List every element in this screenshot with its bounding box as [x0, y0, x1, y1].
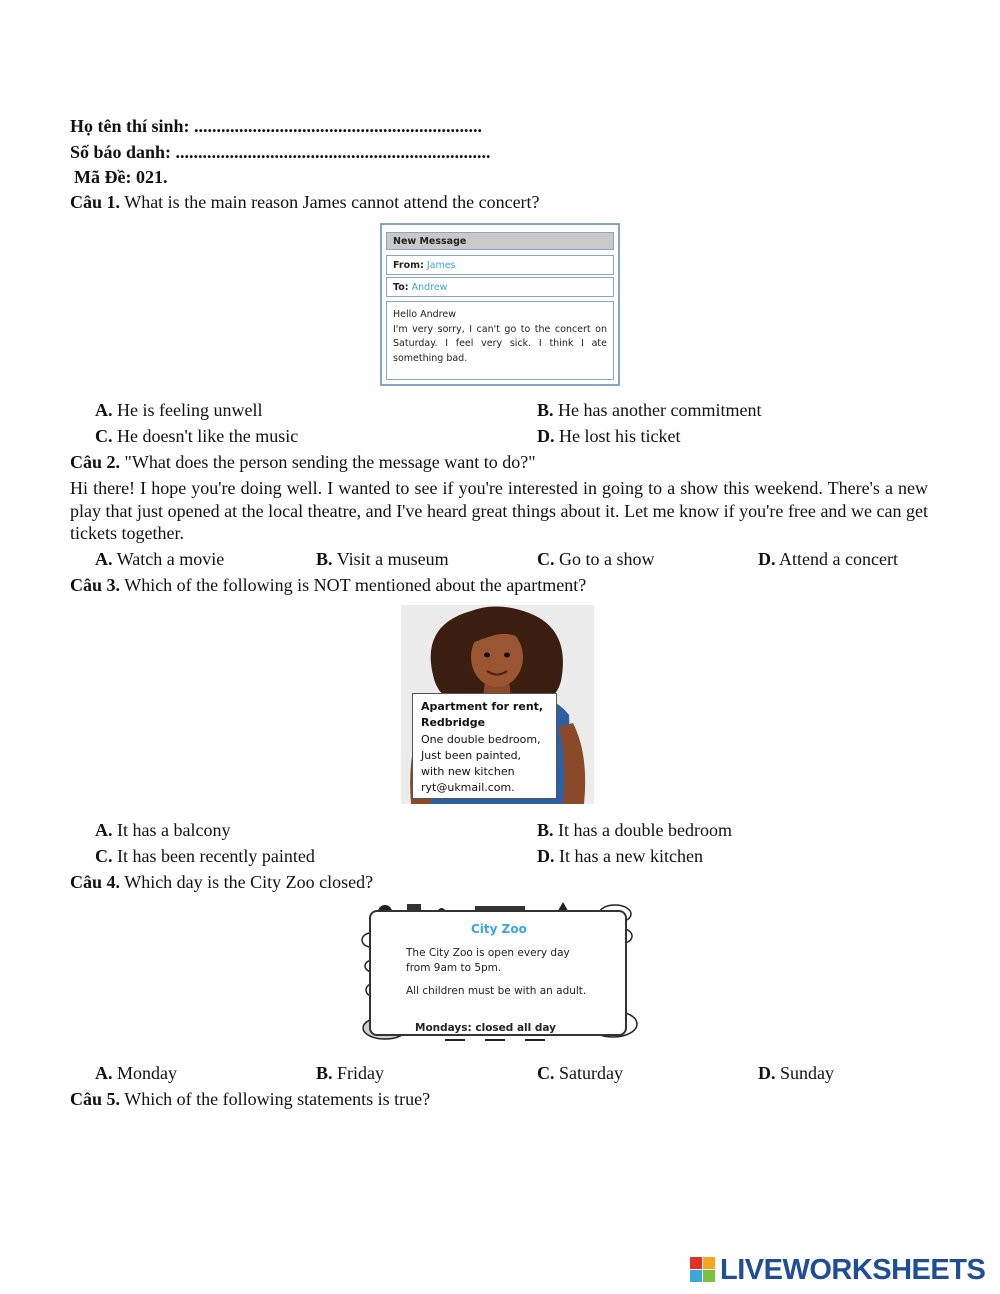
zoo-line1: The City Zoo is open every day: [406, 947, 570, 959]
zoo-title: City Zoo: [471, 922, 527, 936]
q2-option-a[interactable]: [95, 548, 224, 570]
option-letter: D.: [758, 1063, 776, 1083]
q3-option-d[interactable]: [537, 845, 703, 867]
message-figure: [380, 223, 620, 386]
apt-line3: with new kitchen: [421, 765, 515, 779]
message-header: New Message: [386, 232, 614, 250]
option-letter: B.: [316, 549, 333, 569]
option-text: Saturday: [559, 1063, 623, 1083]
q1-option-c[interactable]: [95, 425, 298, 447]
option-letter: C.: [537, 549, 555, 569]
option-text: It has a new kitchen: [559, 846, 703, 866]
question-text: Which day is the City Zoo closed?: [124, 872, 374, 892]
q1-option-b[interactable]: [537, 399, 761, 421]
logo-text: LIVEWORKSHEETS: [720, 1254, 986, 1286]
apt-title-line1: Apartment for rent,: [421, 700, 544, 713]
option-letter: A.: [95, 1063, 113, 1083]
to-value: Andrew: [411, 282, 448, 293]
q3-option-c[interactable]: [95, 845, 315, 867]
q2-passage: Hi there! I hope you're doing well. I wanted to see if you're interested in going to a show this weekend. There's a new play that just opened at the local theatre, and I've heard great things about it. Let me know if you're free and we can get tickets together.: [70, 478, 928, 543]
q1-option-d[interactable]: [537, 425, 680, 447]
zoo-figure: [355, 900, 640, 1045]
liveworksheets-logo: [690, 1255, 985, 1285]
message-body-box: [386, 301, 614, 380]
question-label: Câu 2.: [70, 452, 121, 472]
option-text: Visit a museum: [336, 549, 449, 569]
q4-option-c[interactable]: [537, 1062, 623, 1084]
option-text: Watch a movie: [116, 549, 225, 569]
option-letter: C.: [537, 1063, 555, 1083]
apt-title-line2: Redbridge: [421, 716, 486, 730]
q2-option-b[interactable]: [316, 548, 449, 570]
question-text: "What does the person sending the message want to do?": [124, 452, 536, 472]
q1-option-a[interactable]: [95, 399, 262, 421]
logo-mark-icon: [690, 1257, 716, 1283]
option-text: It has been recently painted: [117, 846, 315, 866]
option-text: He has another commitment: [558, 400, 762, 420]
question-2: [70, 451, 536, 473]
option-letter: C.: [95, 846, 113, 866]
from-label: From:: [393, 260, 424, 271]
question-label: Câu 5.: [70, 1089, 121, 1109]
option-text: It has a balcony: [117, 820, 231, 840]
apartment-figure: [401, 605, 594, 804]
option-letter: B.: [537, 400, 554, 420]
option-letter: B.: [316, 1063, 333, 1083]
q4-option-b[interactable]: [316, 1062, 384, 1084]
question-label: Câu 3.: [70, 575, 121, 595]
question-label: Câu 4.: [70, 872, 121, 892]
logo-square: [703, 1270, 715, 1282]
option-text: Sunday: [780, 1063, 834, 1083]
question-1: [70, 191, 540, 213]
option-letter: C.: [95, 426, 113, 446]
option-text: It has a double bedroom: [558, 820, 732, 840]
q2-option-d[interactable]: [758, 548, 898, 570]
q2-option-c[interactable]: [537, 548, 655, 570]
q3-option-a[interactable]: [95, 819, 230, 841]
message-greeting: Hello Andrew: [393, 309, 456, 320]
candidate-id-line: Số báo danh: ......................................................................: [70, 142, 491, 162]
option-letter: D.: [537, 426, 555, 446]
message-body: I'm very sorry, I can't go to the concert on Saturday. I feel very sick. I think I ate something bad.: [393, 323, 607, 364]
option-text: He doesn't like the music: [117, 426, 299, 446]
zoo-line3: All children must be with an adult.: [406, 985, 587, 997]
q3-option-b[interactable]: [537, 819, 732, 841]
logo-square: [703, 1257, 715, 1269]
question-text: What is the main reason James cannot attend the concert?: [124, 192, 540, 212]
question-5: [70, 1088, 430, 1110]
to-label: To:: [393, 282, 409, 293]
question-text: Which of the following is NOT mentioned about the apartment?: [124, 575, 587, 595]
apt-email: ryt@ukmail.com.: [421, 781, 515, 795]
q4-option-a[interactable]: [95, 1062, 177, 1084]
question-4: [70, 871, 373, 893]
option-letter: A.: [95, 820, 113, 840]
question-text: Which of the following statements is true?: [124, 1089, 431, 1109]
message-to-field: [386, 277, 614, 297]
option-letter: B.: [537, 820, 554, 840]
zoo-closed: Mondays: closed all day: [415, 1022, 557, 1034]
option-text: He is feeling unwell: [117, 400, 263, 420]
apartment-sign: [412, 693, 557, 799]
logo-square: [690, 1257, 702, 1269]
q4-option-d[interactable]: [758, 1062, 834, 1084]
message-from-field: [386, 255, 614, 275]
option-text: Go to a show: [559, 549, 655, 569]
option-letter: D.: [758, 549, 776, 569]
option-text: Friday: [337, 1063, 385, 1083]
option-letter: A.: [95, 400, 113, 420]
option-text: Attend a concert: [779, 549, 898, 569]
apt-line1: One double bedroom,: [421, 732, 541, 746]
exam-code: Mã Đề: 021.: [74, 167, 168, 187]
candidate-name-line: Họ tên thí sinh: ................................................................: [70, 116, 483, 136]
option-text: He lost his ticket: [559, 426, 681, 446]
logo-square: [690, 1270, 702, 1282]
option-letter: D.: [537, 846, 555, 866]
from-value: James: [426, 260, 456, 271]
question-label: Câu 1.: [70, 192, 121, 212]
option-text: Monday: [117, 1063, 177, 1083]
question-3: [70, 574, 586, 596]
apt-line2: Just been painted,: [421, 748, 522, 762]
option-letter: A.: [95, 549, 113, 569]
zoo-line2: from 9am to 5pm.: [406, 962, 502, 974]
